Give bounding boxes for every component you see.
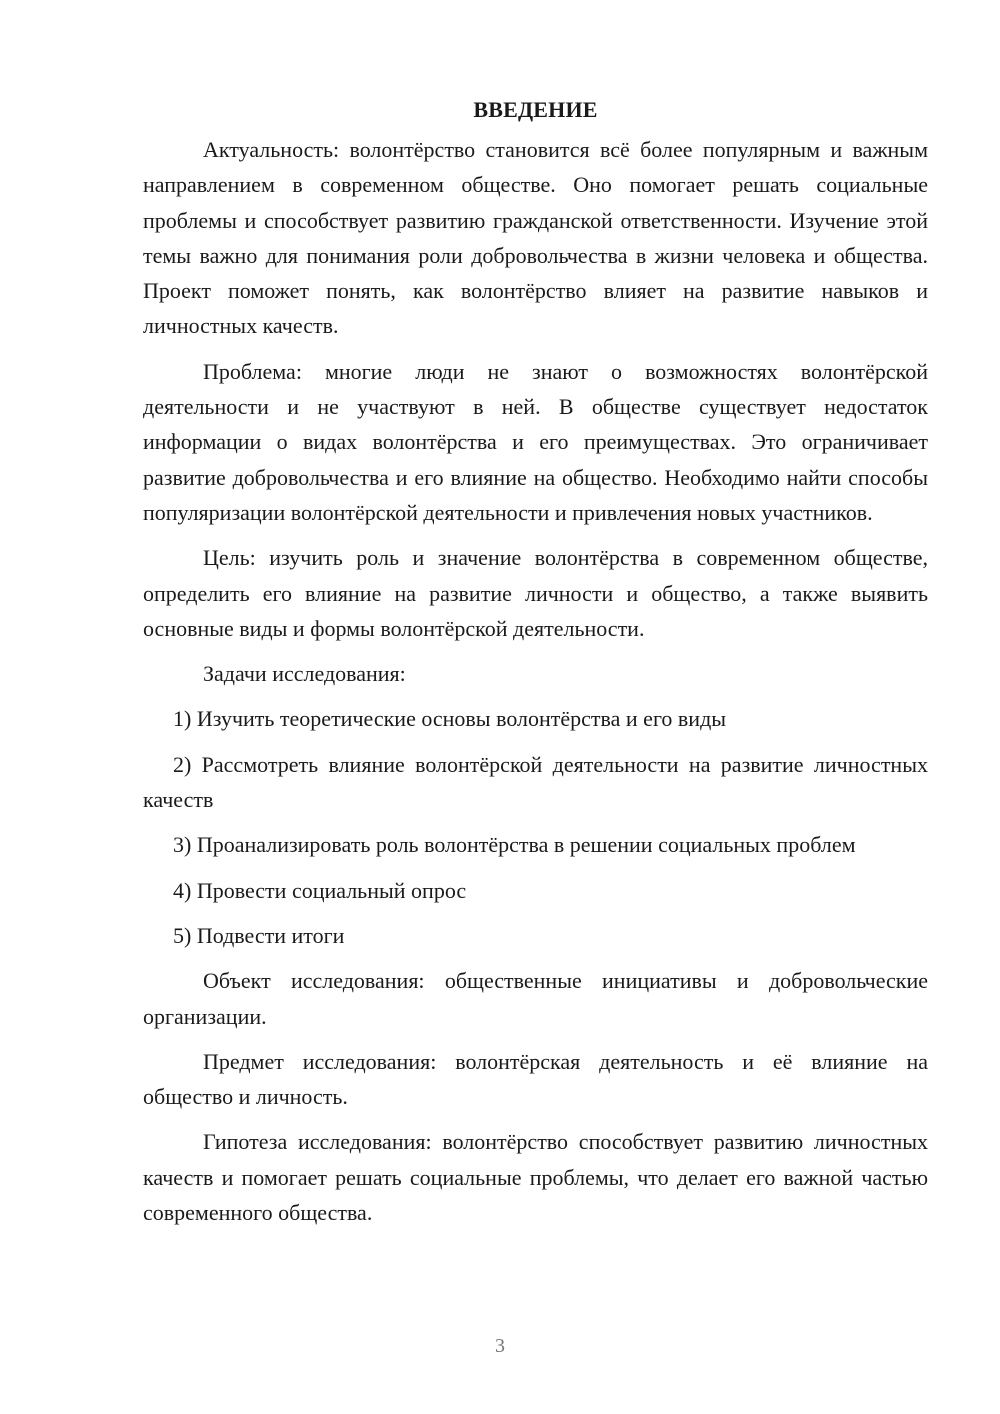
task-item-1: 1) Изучить теоретические основы волонтёрства и его виды bbox=[173, 706, 727, 732]
paragraph-hypothesis: Гипотеза исследования: волонтёрство способствует развитию личностных качеств и помогает решать социальные проблемы, что делает его важной частью современного общества. bbox=[143, 1129, 928, 1226]
paragraph-relevance: Актуальность: волонтёрство становится всё более популярным и важным направлением в современном обществе. Оно помогает решать социальные проблемы и способствует развитию гражданской ответственности. Изучение этой темы важно для понимания роли добровольчества в жизни человека и общества. Проект поможет понять, как волонтёрство влияет на развитие навыков и личностных качеств. bbox=[143, 137, 928, 339]
page-title: ВВЕДЕНИЕ bbox=[473, 97, 598, 122]
paragraph-subject: Предмет исследования: волонтёрская деятельность и её влияние на общество и личность. bbox=[143, 1048, 928, 1110]
task-item-5: 5) Подвести итоги bbox=[173, 922, 345, 948]
paragraph-tasks-heading: Задачи исследования: bbox=[203, 661, 406, 687]
document-page bbox=[143, 92, 928, 1240]
task-item-3: 3) Проанализировать роль волонтёрства в решении социальных проблем bbox=[173, 832, 856, 858]
paragraph-object: Объект исследования: общественные инициативы и добровольческие организации. bbox=[143, 968, 928, 1029]
task-item-2: 2) Рассмотреть влияние волонтёрской деятельности на развитие личностных качеств bbox=[143, 751, 928, 813]
task-item-4: 4) Провести социальный опрос bbox=[173, 877, 467, 903]
page-number: 3 bbox=[495, 1335, 505, 1357]
paragraph-goal: Цель: изучить роль и значение волонтёрства в современном обществе, определить его влияние на развитие личности и общество, а также выявить основные виды и формы волонтёрской деятельности. bbox=[143, 545, 928, 641]
paragraph-problem: Проблема: многие люди не знают о возможностях волонтёрской деятельности и не участвуют в ней. В обществе существует недостаток информации о видах волонтёрства и его преимуществах. Это ограничивает развитие добровольчества и его влияние на общество. Необходимо найти способы популяризации волонтёрской деятельности и привлечения новых участников. bbox=[143, 358, 928, 525]
